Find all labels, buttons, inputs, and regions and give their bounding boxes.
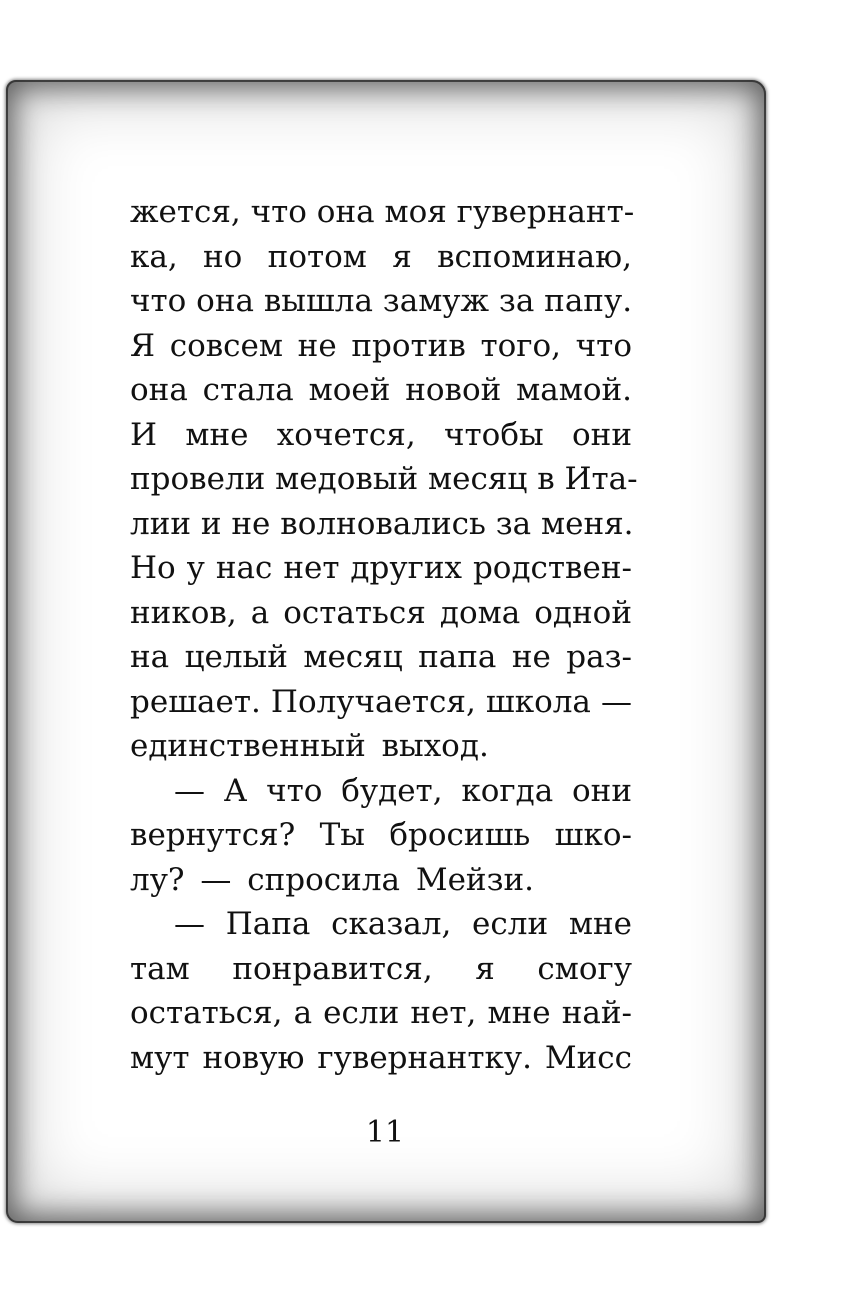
- text-line-4: Я совсем не против того, что: [130, 327, 632, 364]
- text-line-2: ка, но потом я вспоминаю,: [130, 238, 632, 275]
- text-line-12: решает. Получается, школа —: [130, 683, 632, 720]
- page-number: 11: [365, 1115, 405, 1150]
- body-text: [130, 190, 638, 1080]
- text-line-10: ников, а остаться дома одной: [130, 594, 632, 631]
- text-line-15: вернутся? Ты бросишь шко-: [130, 817, 632, 853]
- text-line-1: жется, что она моя гувернант-: [130, 194, 635, 230]
- text-line-16: лу? — спросила Мейзи.: [130, 861, 535, 898]
- text-line-8: лии и не волновались за меня.: [130, 505, 634, 542]
- text-line-5: она стала моей новой мамой.: [130, 372, 632, 408]
- text-line-9: Но у нас нет других родствен-: [130, 550, 632, 586]
- text-line-18: там понравится, я смогу: [130, 950, 632, 987]
- text-line-6: И мне хочется, чтобы они: [130, 416, 632, 453]
- text-line-3: что она вышла замуж за папу.: [130, 283, 633, 319]
- text-line-20: мут новую гувернантку. Мисс: [130, 1039, 632, 1076]
- text-line-19: остаться, а если нет, мне най-: [130, 995, 632, 1031]
- text-line-11: на целый месяц папа не раз-: [130, 639, 632, 675]
- text-line-13: единственный выход.: [130, 728, 489, 764]
- text-line-7: провели медовый месяц в Ита-: [130, 461, 638, 497]
- text-line-14: — А что будет, когда они: [174, 772, 632, 809]
- text-line-17: — Папа сказал, если мне: [174, 906, 632, 942]
